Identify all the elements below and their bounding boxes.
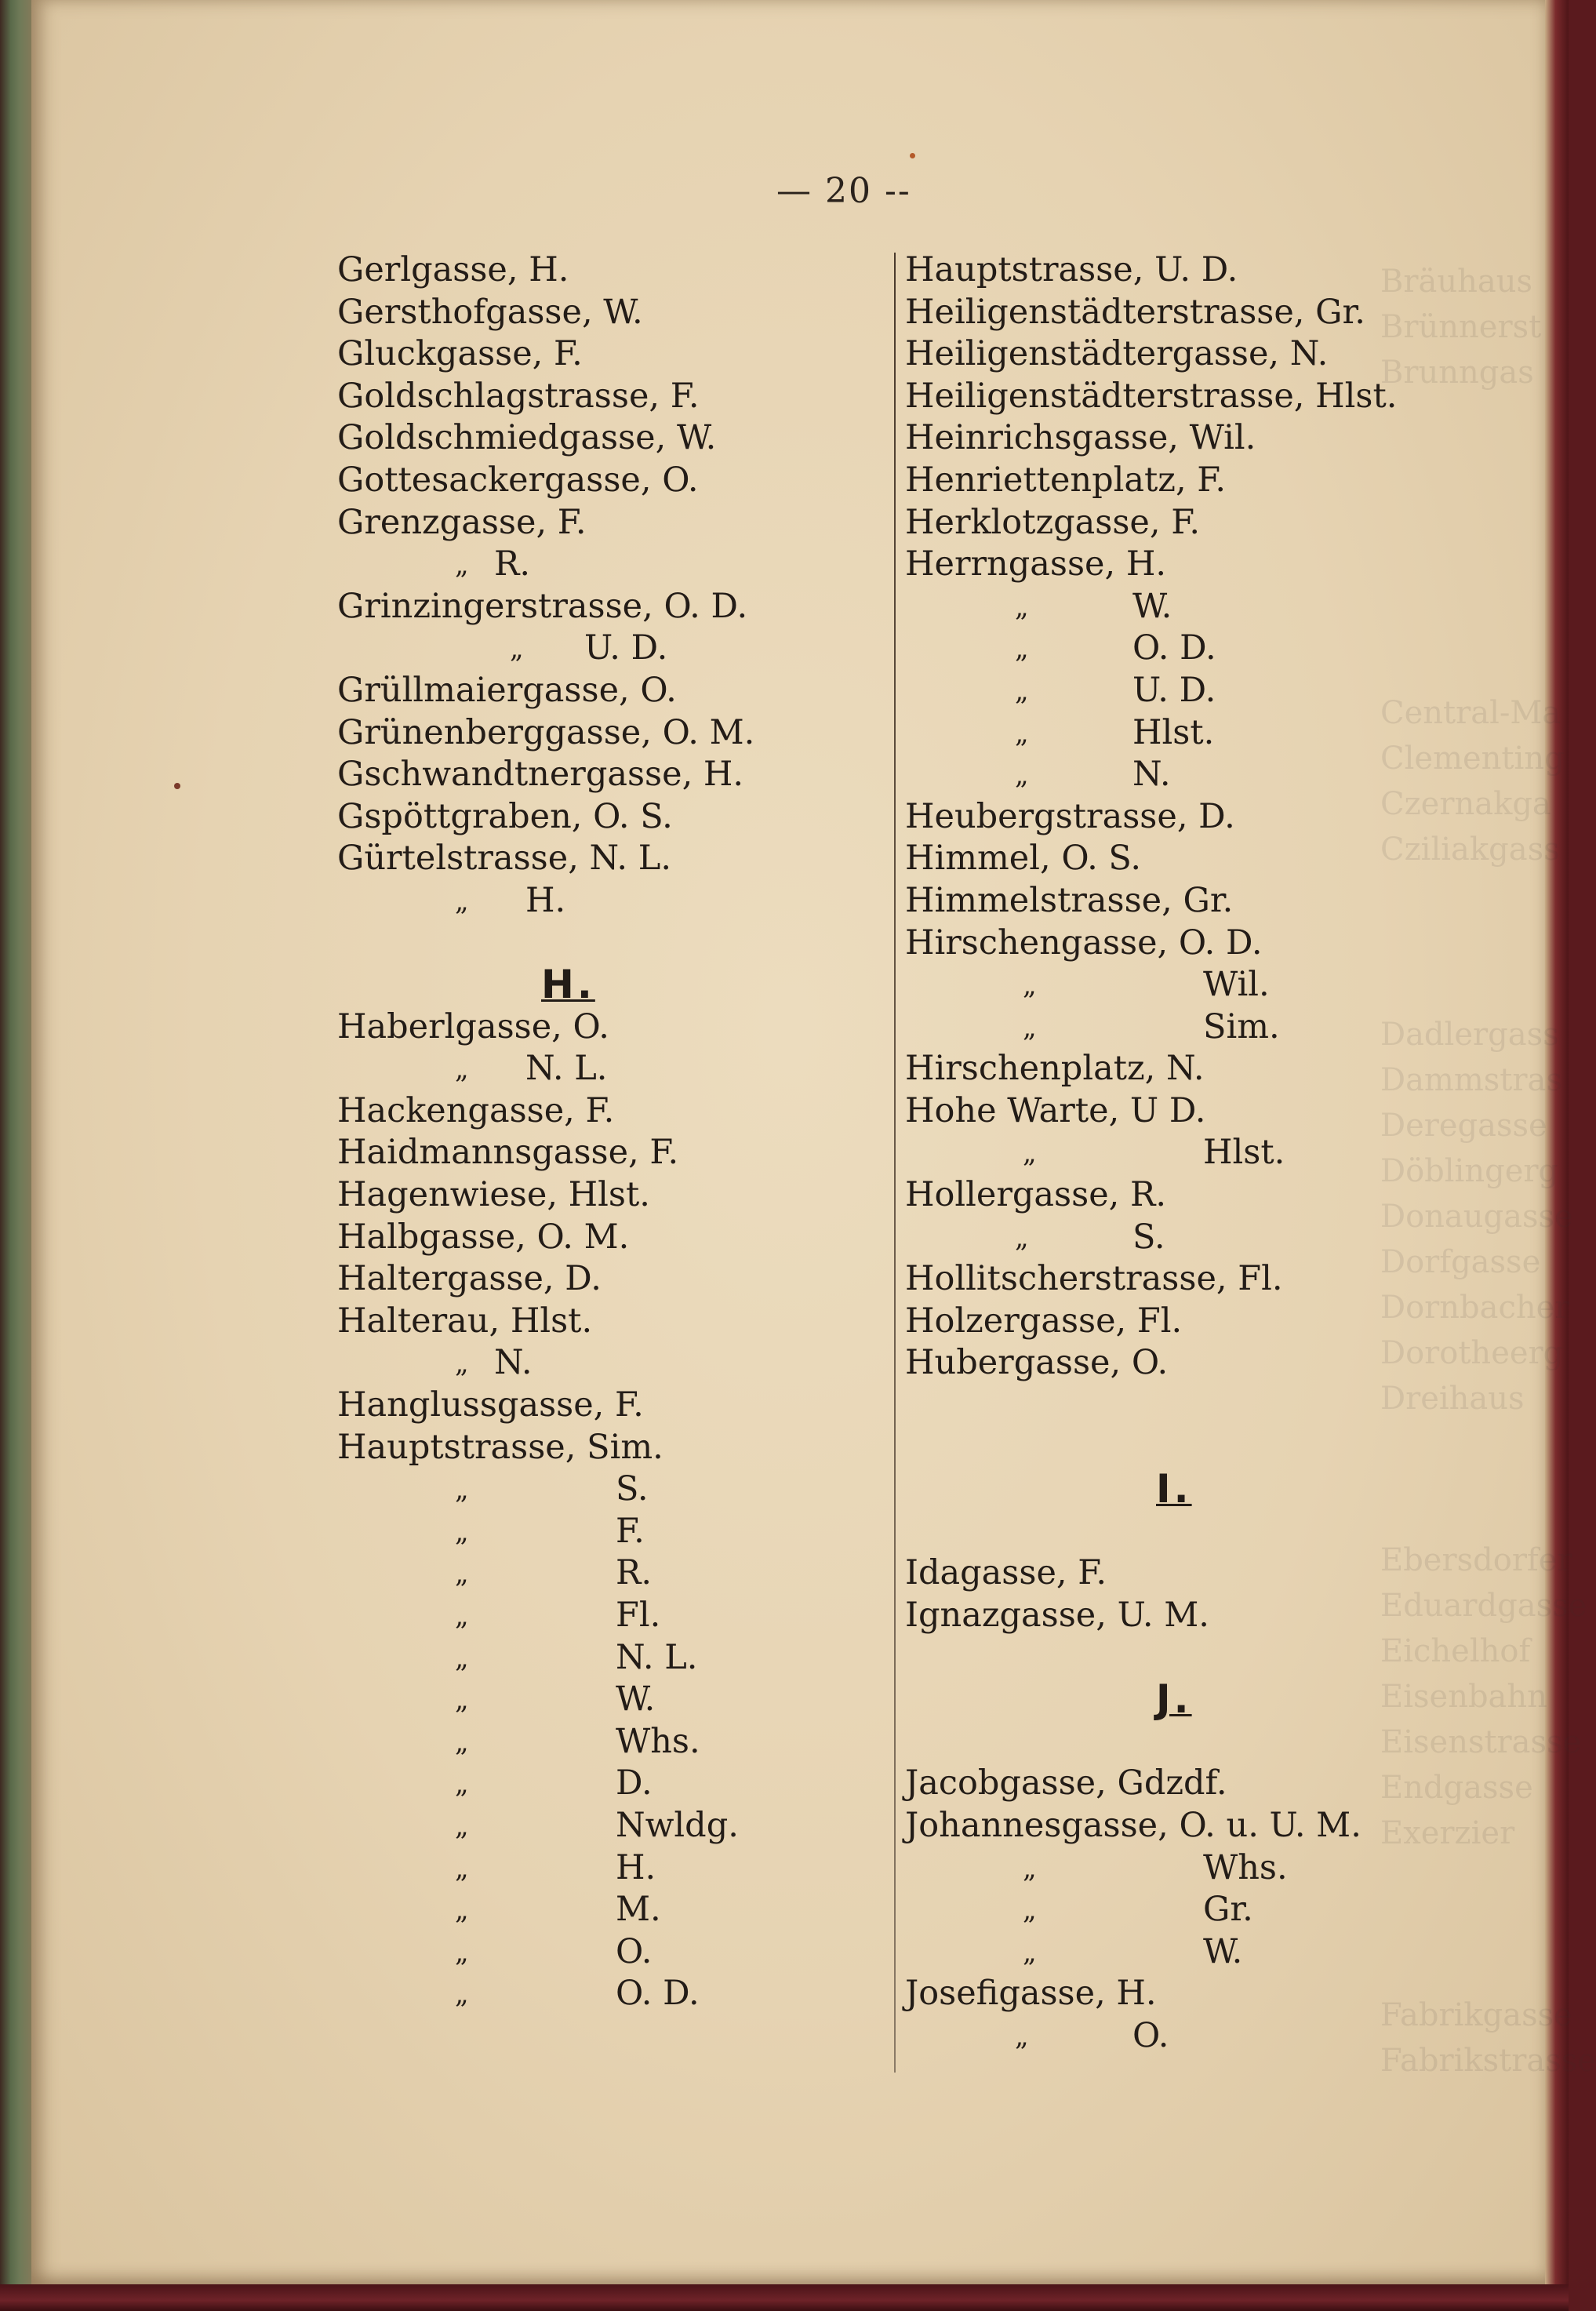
street-entry	[905, 1048, 1501, 1090]
district-code: H.	[703, 755, 744, 795]
street-entry	[337, 1217, 886, 1259]
street-name: Heinrichsgasse,	[905, 418, 1179, 458]
district-code: D.	[1198, 796, 1235, 836]
street-entry	[337, 502, 886, 544]
ditto-entry	[905, 1889, 1501, 1931]
street-name: Grünenberggasse,	[337, 712, 652, 752]
street-entry	[905, 880, 1501, 923]
district-code: U D.	[1129, 1090, 1206, 1130]
district-code: H.	[616, 1847, 656, 1887]
street-name: Henriettenplatz,	[905, 460, 1187, 500]
ditto-mark: „	[455, 1054, 469, 1086]
district-code: R.	[1129, 1175, 1167, 1215]
street-name: Hanglussgasse,	[337, 1385, 605, 1425]
street-entry	[905, 796, 1501, 839]
district-code: N.	[1132, 755, 1171, 795]
street-name: Hubergasse,	[905, 1343, 1122, 1383]
street-entry	[337, 670, 886, 712]
district-code: N. L.	[589, 839, 671, 879]
book-cover-bottom	[0, 2284, 1569, 2311]
district-code: O. u. U. M.	[1179, 1805, 1362, 1845]
ditto-mark: „	[455, 1642, 469, 1674]
street-name: Johannesgasse,	[905, 1805, 1169, 1845]
ditto-entry	[337, 1931, 886, 1974]
show-through-texture: Fabrikgasse Fabrikstrasse	[1380, 1997, 1596, 2079]
ditto-entry	[337, 1595, 886, 1637]
district-code: F.	[670, 376, 700, 416]
street-name: Gschwandtnergasse,	[337, 755, 693, 795]
district-code: Wil.	[1203, 965, 1270, 1005]
blank-line	[905, 1721, 1501, 1763]
street-name: Gersthofgasse,	[337, 292, 593, 332]
section-letter-heading: I.	[1156, 1466, 1192, 1512]
street-entry	[337, 838, 886, 880]
district-code: O.	[616, 1931, 653, 1971]
ditto-entry	[337, 1342, 886, 1385]
district-code: Gdzdf.	[1117, 1763, 1227, 1803]
street-entry	[337, 460, 886, 502]
street-entry	[905, 417, 1501, 460]
street-entry	[337, 292, 886, 334]
district-code: F.	[1197, 460, 1227, 500]
street-name: Hohe Warte,	[905, 1090, 1120, 1130]
street-name: Halterau,	[337, 1301, 500, 1341]
district-code: O. D.	[1132, 628, 1216, 668]
street-name: Holzergasse,	[905, 1301, 1127, 1341]
street-entry	[337, 376, 886, 418]
district-code: Sim.	[587, 1427, 663, 1467]
street-entry	[905, 249, 1501, 292]
ditto-entry	[337, 1679, 886, 1721]
district-code: Hlst.	[1315, 376, 1398, 416]
street-name: Goldschmiedgasse,	[337, 418, 667, 458]
street-name: Halbgasse,	[337, 1217, 526, 1257]
page-number: — 20 --	[776, 171, 911, 211]
paper-spot	[174, 783, 180, 789]
district-code: N. L.	[616, 1637, 698, 1677]
district-code: F.	[616, 1511, 645, 1551]
street-entry	[337, 1258, 886, 1301]
ditto-entry	[905, 964, 1501, 1006]
ditto-entry	[337, 1637, 886, 1680]
ditto-mark: „	[455, 1558, 469, 1590]
district-code: O. D.	[1178, 923, 1263, 963]
ditto-mark: „	[455, 1936, 469, 1968]
paper-spot	[910, 153, 915, 158]
ditto-entry	[905, 1132, 1501, 1174]
street-entry	[337, 1174, 886, 1217]
district-code: F.	[585, 1090, 615, 1130]
district-code: O. D.	[663, 586, 748, 626]
district-code: O.	[640, 670, 677, 710]
book-page	[31, 0, 1596, 2284]
street-name: Grinzingerstrasse,	[337, 586, 653, 626]
district-code: H.	[1116, 1974, 1157, 2014]
show-through-texture: Dadlergass Dammstras Deregasse Döblingerg Donaugasse Dorfgasse Dornbacher Dorotheerg Dreihaus	[1380, 1017, 1573, 1417]
ditto-mark: „	[455, 1348, 469, 1380]
ditto-mark: „	[455, 1600, 469, 1632]
district-code: Gr.	[1203, 1890, 1253, 1930]
street-entry	[905, 1090, 1501, 1133]
street-entry	[905, 1174, 1501, 1217]
blank-line	[905, 1427, 1501, 1469]
street-entry	[905, 1342, 1501, 1385]
street-entry	[337, 712, 886, 755]
ditto-mark: „	[455, 1516, 469, 1548]
district-code: W.	[1203, 1931, 1243, 1971]
district-code: O.	[573, 1006, 609, 1046]
ditto-entry	[905, 586, 1501, 628]
street-name: Grenzgasse,	[337, 502, 547, 542]
street-entry	[337, 1006, 886, 1049]
street-entry	[905, 333, 1501, 376]
ditto-mark: „	[1015, 2020, 1029, 2052]
district-code: O. D.	[616, 1974, 700, 2014]
street-name: Haltergasse,	[337, 1259, 554, 1299]
street-name: Grüllmaiergasse,	[337, 670, 630, 710]
ditto-entry	[337, 880, 886, 923]
street-entry	[337, 417, 886, 460]
district-code: O.	[662, 460, 699, 500]
district-code: U. D.	[584, 628, 668, 668]
street-name: Gluckgasse,	[337, 334, 544, 374]
ditto-mark: „	[455, 1810, 469, 1842]
ditto-entry	[337, 1889, 886, 1931]
ditto-mark: „	[455, 1684, 469, 1716]
district-code: O. S.	[1061, 839, 1142, 879]
blank-line	[905, 1637, 1501, 1680]
street-entry	[337, 249, 886, 292]
district-code: Hlst.	[510, 1301, 593, 1341]
street-entry	[905, 376, 1501, 418]
ditto-entry	[337, 1721, 886, 1763]
street-entry	[337, 796, 886, 839]
ditto-mark: „	[455, 885, 469, 917]
district-code: Fl.	[1238, 1259, 1283, 1299]
ditto-entry	[337, 1763, 886, 1805]
district-code: O.	[1131, 1343, 1169, 1383]
district-code: Gr.	[1183, 880, 1234, 920]
ditto-entry	[905, 670, 1501, 712]
street-name: Hauptstrasse,	[905, 250, 1144, 289]
ditto-entry	[337, 1805, 886, 1847]
ditto-mark: „	[1023, 1137, 1037, 1170]
street-entry	[905, 1973, 1501, 2015]
ditto-mark: „	[1015, 591, 1029, 623]
street-entry	[337, 333, 886, 376]
street-name: Gspöttgraben,	[337, 796, 583, 836]
ditto-mark: „	[1023, 1852, 1037, 1884]
street-name: Gerlgasse,	[337, 250, 518, 289]
street-name: Herklotzgasse,	[905, 502, 1161, 542]
street-entry	[337, 1385, 886, 1427]
street-name: Hollergasse,	[905, 1175, 1120, 1215]
street-entry	[905, 1595, 1501, 1637]
district-code: Hlst.	[568, 1175, 650, 1215]
district-code: F.	[1078, 1553, 1107, 1593]
street-name: Jacobgasse,	[905, 1763, 1107, 1803]
street-name: Heiligenstädtergasse,	[905, 334, 1280, 374]
ditto-mark: „	[1023, 1894, 1037, 1927]
district-code: R.	[494, 544, 531, 584]
district-code: M.	[616, 1890, 661, 1930]
street-entry	[337, 1132, 886, 1174]
district-code: U. D.	[1132, 670, 1216, 710]
district-code: Gr.	[1315, 292, 1365, 332]
district-code: R.	[616, 1553, 653, 1593]
street-name: Himmel,	[905, 839, 1051, 879]
street-name: Idagasse,	[905, 1553, 1067, 1593]
district-code: O. M.	[536, 1217, 630, 1257]
street-entry	[905, 1301, 1501, 1343]
district-code: F.	[1171, 502, 1201, 542]
ditto-entry	[905, 1931, 1501, 1974]
ditto-mark: „	[455, 1768, 469, 1800]
ditto-mark: „	[1023, 970, 1037, 1002]
ditto-mark: „	[1015, 1221, 1029, 1254]
ditto-entry	[905, 2015, 1501, 2058]
district-code: F.	[649, 1133, 679, 1173]
street-name: Himmelstrasse,	[905, 880, 1172, 920]
street-name: Gottesackergasse,	[337, 460, 652, 500]
blank-line	[905, 1511, 1501, 1553]
ditto-entry	[337, 1048, 886, 1090]
ditto-entry	[905, 1847, 1501, 1890]
street-name: Heiligenstädterstrasse,	[905, 376, 1305, 416]
ditto-entry	[905, 628, 1501, 670]
district-code: D.	[565, 1259, 602, 1299]
street-name: Heiligenstädterstrasse,	[905, 292, 1305, 332]
district-code: W.	[603, 292, 643, 332]
district-code: S.	[1132, 1217, 1165, 1257]
district-code: U. M.	[1117, 1596, 1209, 1635]
district-code: Hlst.	[1203, 1133, 1285, 1173]
district-code: Hlst.	[1132, 712, 1215, 752]
blank-line	[905, 1385, 1501, 1427]
ditto-mark: „	[1015, 633, 1029, 665]
section-letter-heading: H.	[541, 962, 595, 1008]
ditto-mark: „	[1023, 1936, 1037, 1968]
street-name: Josefigasse,	[905, 1974, 1106, 2014]
street-index-right-column	[905, 249, 1501, 2058]
district-code: Sim.	[1203, 1006, 1280, 1046]
street-name: Herrngasse,	[905, 544, 1116, 584]
district-code: Wil.	[1189, 418, 1256, 458]
street-name: Heubergstrasse,	[905, 796, 1188, 836]
ditto-entry	[337, 1468, 886, 1511]
district-code: S.	[616, 1469, 649, 1509]
street-name: Hauptstrasse,	[337, 1427, 576, 1467]
ditto-mark: „	[455, 1726, 469, 1758]
street-name: Hagenwiese,	[337, 1175, 558, 1215]
district-code: N.	[494, 1343, 533, 1383]
district-code: Nwldg.	[616, 1805, 739, 1845]
district-code: H.	[1125, 544, 1167, 584]
street-name: Goldschlagstrasse,	[337, 376, 660, 416]
street-entry	[905, 544, 1501, 586]
district-code: D.	[616, 1763, 653, 1803]
street-entry	[337, 754, 886, 796]
street-entry	[337, 1301, 886, 1343]
district-code: N.	[1165, 1049, 1205, 1089]
district-code: H.	[525, 880, 566, 920]
ditto-mark: „	[1015, 759, 1029, 792]
district-code: Whs.	[616, 1721, 700, 1761]
district-code: N.	[1289, 334, 1329, 374]
district-code: F.	[557, 502, 587, 542]
district-code: F.	[615, 1385, 644, 1425]
ditto-mark: „	[455, 549, 469, 581]
column-divider	[894, 253, 896, 2073]
ditto-entry	[337, 1973, 886, 2015]
district-code: F.	[554, 334, 583, 374]
section-letter-heading: J.	[1156, 1676, 1192, 1723]
ditto-entry	[905, 1217, 1501, 1259]
street-name: Hollitscherstrasse,	[905, 1259, 1227, 1299]
street-name: Hackengasse,	[337, 1090, 575, 1130]
street-name: Hirschengasse,	[905, 923, 1169, 963]
ditto-entry	[905, 1006, 1501, 1049]
street-entry	[905, 502, 1501, 544]
street-entry	[905, 1805, 1501, 1847]
blank-line	[337, 923, 886, 965]
district-code: W.	[676, 418, 717, 458]
street-entry	[905, 292, 1501, 334]
street-entry	[337, 586, 886, 628]
street-index-left-column	[337, 249, 886, 2015]
ditto-entry	[337, 1847, 886, 1890]
ditto-mark: „	[1023, 1011, 1037, 1043]
show-through-texture: Bräuhaus Brünnerst Brunngas	[1380, 264, 1542, 391]
street-name: Haberlgasse,	[337, 1006, 562, 1046]
district-code: Fl.	[1136, 1301, 1183, 1341]
street-name: Haidmannsgasse,	[337, 1133, 639, 1173]
ditto-entry	[337, 1511, 886, 1553]
district-code: O.	[1132, 2015, 1169, 2055]
district-code: H.	[529, 250, 569, 289]
street-entry	[905, 923, 1501, 965]
book-cover-edge	[1545, 0, 1569, 2311]
ditto-mark: „	[510, 633, 524, 665]
street-entry	[905, 838, 1501, 880]
ditto-mark: „	[455, 1474, 469, 1506]
street-entry	[905, 1552, 1501, 1595]
street-entry	[905, 460, 1501, 502]
ditto-mark: „	[1015, 675, 1029, 707]
ditto-mark: „	[1015, 717, 1029, 749]
street-entry	[337, 1427, 886, 1469]
ditto-entry	[337, 1552, 886, 1595]
show-through-texture: Central-Ma Clementing Czernakga Cziliakgass	[1380, 695, 1565, 868]
street-entry	[337, 1090, 886, 1133]
district-code: U. D.	[1154, 250, 1238, 289]
street-entry	[905, 1763, 1501, 1805]
district-code: W.	[1132, 586, 1172, 626]
ditto-mark: „	[455, 1894, 469, 1927]
district-code: O. M.	[662, 712, 755, 752]
district-code: W.	[616, 1680, 656, 1720]
ditto-mark: „	[455, 1852, 469, 1884]
district-code: Whs.	[1203, 1847, 1288, 1887]
district-code: O. S.	[593, 796, 673, 836]
district-code: Fl.	[616, 1596, 661, 1635]
ditto-entry	[337, 544, 886, 586]
street-entry	[905, 1258, 1501, 1301]
ditto-entry	[905, 712, 1501, 755]
ditto-entry	[337, 628, 886, 670]
ditto-mark: „	[455, 1978, 469, 2011]
street-name: Gürtelstrasse,	[337, 839, 579, 879]
show-through-texture: Ebersdorfer Eduardgasse Eichelhof Eisenbahn Eisenstrasse Endgasse Exerzier	[1380, 1542, 1587, 1851]
ditto-entry	[905, 754, 1501, 796]
district-code: N. L.	[525, 1049, 608, 1089]
street-name: Hirschenplatz,	[905, 1049, 1156, 1089]
street-name: Ignazgasse,	[905, 1596, 1107, 1635]
